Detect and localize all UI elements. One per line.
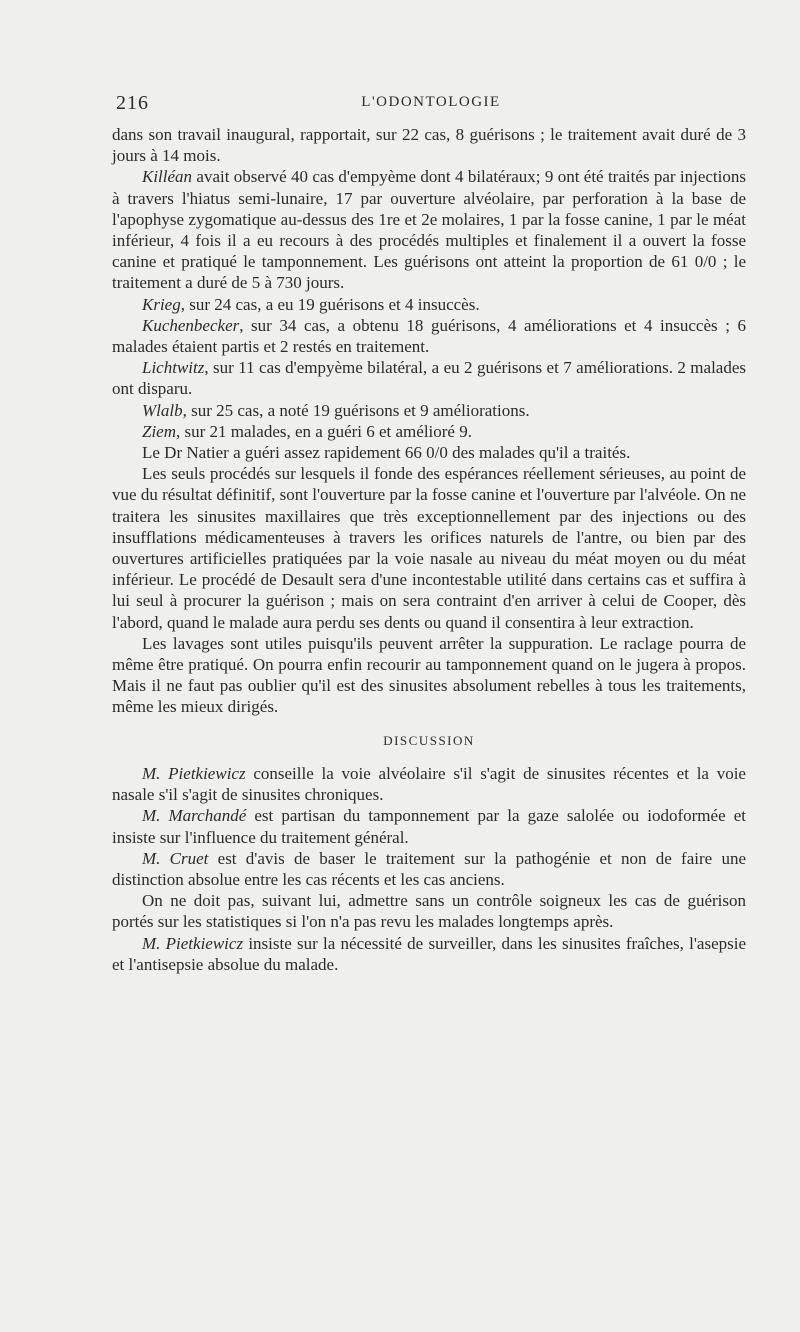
paragraph [112, 357, 746, 399]
paragraph-text: conseille la voie alvéolaire s'il s'agit de sinusites récentes et la voie nasale s'il s'agit de sinusites chroniques. [112, 763, 746, 805]
paragraph-text: , sur 24 cas, a eu 19 guérisons et 4 insuccès. [180, 294, 480, 314]
discussion-paragraphs [112, 763, 746, 975]
paragraph-text: , sur 21 malades, en a guéri 6 et amélioré 9. [176, 421, 472, 441]
paragraph [112, 805, 746, 847]
paragraph-text: insiste sur la nécessité de surveiller, dans les sinusites fraîches, l'asepsie et l'antisepsie absolue du malade. [112, 933, 746, 974]
page-number: 216 [116, 92, 149, 114]
paragraph-text: , sur 34 cas, a obtenu 18 guérisons, 4 améliorations et 4 insuccès ; 6 malades étaient partis et 2 restés en traitement. [112, 315, 746, 357]
paragraph [112, 633, 746, 718]
author-name: Wlalb [142, 400, 183, 420]
author-name: M. Cruet [142, 848, 209, 868]
author-name: M. Pietkiewicz [142, 763, 246, 783]
paragraph [112, 124, 746, 166]
paragraph [112, 848, 746, 890]
paragraph-text: Le Dr Natier a guéri assez rapidement 66 0/0 des malades qu'il a traités. [142, 443, 631, 463]
paragraph [112, 890, 746, 932]
paragraph [112, 463, 746, 633]
paragraph-text: Les lavages sont utiles puisqu'ils peuvent arrêter la suppuration. Le raclage pourra de même être pratiqué. On pourra enfin recourir au tamponnement quand on le jugera à propos. Mais il ne faut pas oublier qu'il est des sinusites absolument rebelles à tous les traitements, même les mieux dirigés. [112, 633, 746, 717]
author-name: M. Pietkiewicz [142, 933, 244, 953]
author-name: Killéan [142, 167, 193, 187]
paragraph [112, 166, 746, 293]
paragraph-text: , sur 11 cas d'empyème bilatéral, a eu 2 guérisons et 7 améliorations. 2 malades ont disparu. [112, 358, 746, 399]
body-text [112, 124, 746, 975]
paragraph [112, 294, 746, 315]
paragraph-text: On ne doit pas, suivant lui, admettre sans un contrôle soigneux les cas de guérison portés sur les statistiques si l'on n'a pas revu les malades longtemps après. [112, 891, 746, 932]
paragraph-text: Les seuls procédés sur lesquels il fonde des espérances réellement sérieuses, au point de vue du résultat définitif, sont l'ouverture par la fosse canine et l'ouverture par l'alvéole. On ne traitera les sinusites maxillaires que très exceptionnellement par des injections ou des insufflations médicamenteuses à travers les orifices naturels de l'antre, ou bien par des ouvertures artificielles pratiquées par la voie nasale au niveau du méat moyen ou du méat inférieur. Le procédé de Desault sera d'une incontestable utilité dans certains cas et suffira à lui seul à procurer la guérison ; mais on sera contraint d'en arriver à celui de Cooper, dès l'abord, quand le malade aura perdu ses dents ou quand il consentira à leur extraction. [112, 464, 746, 632]
paragraph [112, 400, 746, 421]
author-name: Lichtwitz [142, 358, 205, 378]
author-name: Kuchenbecker [142, 315, 240, 335]
author-name: M. Marchandé [142, 806, 247, 826]
paragraph-text: avait observé 40 cas d'empyème dont 4 bilatéraux; 9 ont été traités par injections à travers l'hiatus semi-lunaire, 17 par ouverture alvéolaire, par perforation à la base de l'apophyse zygomatique au-dessus des 1re et 2e molaires, 1 par la fosse canine, 1 par le méat inférieur, 4 fois il a eu recours à des procédés multiples et finalement il a ouvert la fosse canine et pratiqué le tamponnement. Les guérisons ont atteint la proportion de 61 0/0 ; le traitement a duré de 5 à 730 jours. [112, 167, 746, 293]
paragraph-text: dans son travail inaugural, rapportait, sur 22 cas, 8 guérisons ; le traitement avait duré de 3 jours à 14 mois. [112, 125, 746, 166]
paragraph [112, 315, 746, 357]
paragraph-text: , sur 25 cas, a noté 19 guérisons et 9 améliorations. [182, 400, 530, 420]
page-header [116, 92, 746, 116]
paragraph-text: est d'avis de baser le traitement sur la pathogénie et non de faire une distinction absolue entre les cas récents et les cas anciens. [112, 848, 746, 889]
paragraph [112, 763, 746, 805]
section-heading: DISCUSSION [383, 732, 475, 748]
author-name: Ziem [142, 421, 176, 441]
paragraph-text: est partisan du tamponnement par la gaze salolée ou iodoformée et insiste sur l'influence du traitement général. [112, 806, 746, 847]
paragraph [112, 933, 746, 975]
author-name: Krieg [142, 294, 181, 314]
running-title: L'ODONTOLOGIE [361, 94, 501, 110]
paragraph [112, 442, 746, 463]
main-paragraphs [112, 124, 746, 718]
paragraph [112, 421, 746, 442]
